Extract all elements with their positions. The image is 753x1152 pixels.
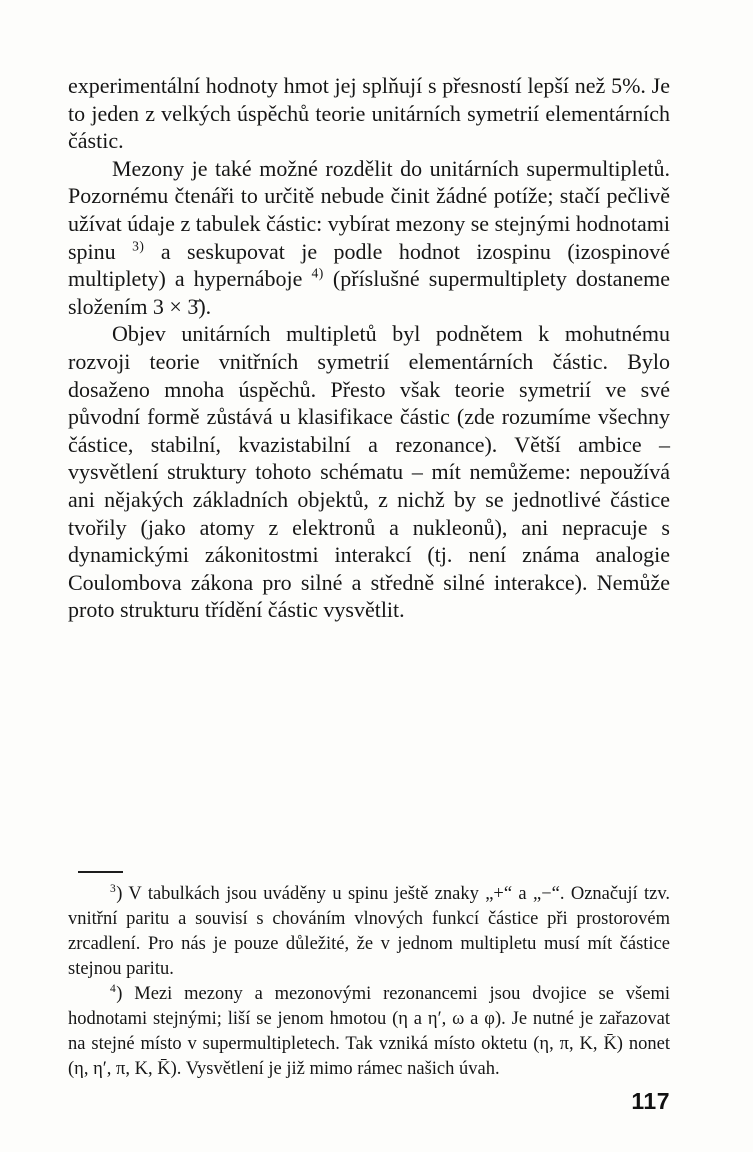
- footnote-footnote-3: [68, 882, 670, 982]
- text-run: (příslušné supermultiplety dostaneme složením 3 × 3̄).: [68, 266, 670, 319]
- footnote-marker: 3: [110, 882, 117, 895]
- text-run: Objev unitárních multipletů byl podnětem k mohutnému rozvoji teorie vnitřních symetrií elementárních částic. Bylo dosaženo mnoha úspěchů. Přesto však teorie symetrií ve své původní formě zůstává u klasifikace částic (zde rozumíme všechny částice, stabilní, kvazistabilní a rezonance). Větší ambice – vysvětlení struktury tohoto schématu – mít nemůžeme: nepoužívá ani nějakých základních objektů, z nichž by se jednotlivé částice tvořily (jako atomy z elektronů a nukleonů), ani nepracuje s dynamickými zákonitostmi interakcí (tj. není známa analogie Coulombova zákona pro silné a středně silné interakce). Nemůže proto strukturu třídění částic vysvětlit.: [68, 321, 670, 623]
- paragraph-para-continuation: [68, 72, 670, 155]
- body-text: [68, 72, 670, 624]
- footnote-marker: 4): [311, 265, 324, 281]
- paragraph-para-objev: [68, 320, 670, 624]
- page-number: 117: [631, 1088, 670, 1114]
- text-run: experimentální hodnoty hmot jej splňují s přesností lepší než 5%. Je to jeden z velkých úspěchů teorie unitárních symetrií elementárních částic.: [68, 73, 670, 154]
- footnote-marker: 3): [132, 238, 145, 254]
- text-run: ) Mezi mezony a mezonovými rezonancemi jsou dvojice se všemi hodnotami stejnými; liší se jenom hmotou (η a η′, ω a φ). Je nutné je zařazovat na stejné místo v supermultipletech. Tak vzniká místo oktetu (η, π, K, K̄) nonet (η, η′, π, K, K̄). Vysvětlení je již mimo rámec našich úvah.: [68, 984, 670, 1079]
- text-run: ) V tabulkách jsou uváděny u spinu ještě znaky „+“ a „−“. Označují tzv. vnitřní paritu a souvisí s chováním vlnových funkcí částice při prostorovém zrcadlení. Pro nás je pouze důležité, že v jednom multipletu musí mít částice stejnou paritu.: [68, 884, 670, 979]
- footnote-separator-rule: [78, 871, 123, 873]
- footnote-footnote-4: [68, 982, 670, 1082]
- text-run: a seskupovat je podle hodnot izospinu (izospinové multiplety) a hypernáboje: [68, 238, 670, 292]
- footnotes-section: [68, 871, 670, 1082]
- footnote-list: [68, 882, 670, 1082]
- paragraph-para-mezony: [68, 155, 670, 321]
- text-run: Mezony je také možné rozdělit do unitárních supermultipletů. Pozornému čtenáři to určitě nebude činit žádné potíže; stačí pečlivě užívat údaje z tabulek částic: vybírat mezony se stejnými hodnotami spinu: [68, 155, 670, 264]
- footnote-marker: 4: [110, 982, 117, 995]
